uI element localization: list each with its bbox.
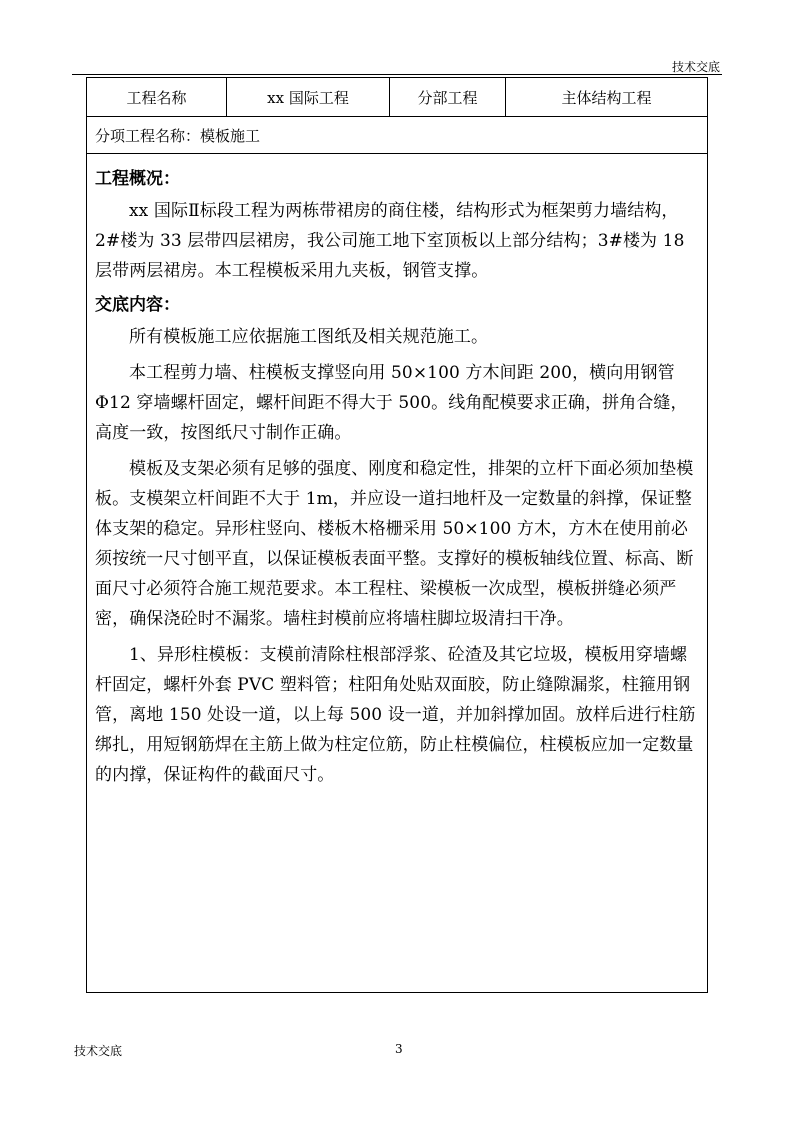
subitem-label: 分项工程名称： xyxy=(95,126,201,145)
subitem-value: 模板施工 xyxy=(200,126,261,145)
page-number: 3 xyxy=(395,1042,403,1056)
body-cell xyxy=(87,154,708,993)
footer-doc-type: 技术交底 xyxy=(74,1044,123,1058)
content-paragraph: 1、异形柱模板：支模前清除柱根部浮浆、砼渣及其它垃圾，模板用穿墙螺杆固定，螺杆外套 PVC 塑料管；柱阳角处贴双面胶，防止缝隙漏浆，柱箍用钢管，离地 150 处设一道，以上每 500 设一道，并加斜撑加固。放样后进行柱筋绑扎，用短钢筋焊在主筋上做为柱定位筋，防止柱模偏位，柱模板应加一定数量的内撑，保证构件的截面尺寸。 xyxy=(95,645,696,785)
project-name-value: xx 国际工程 xyxy=(227,78,390,117)
content-title: 交底内容： xyxy=(95,295,180,315)
overview-paragraph: xx 国际Ⅱ标段工程为两栋带裙房的商住楼，结构形式为框架剪力墙结构，2#楼为 33 层带四层裙房，我公司施工地下室顶板以上部分结构；3#楼为 18 层带两层裙房。本工程模板采用九夹板，钢管支撑。 xyxy=(95,201,685,281)
content-paragraph: 本工程剪力墙、柱模板支撑竖向用 50×100 方木间距 200，横向用钢管Φ12 穿墙螺杆固定，螺杆间距不得大于 500。线角配模要求正确，拼角合缝，高度一致，按图纸尺寸制作正确。 xyxy=(95,363,688,443)
content-paragraph: 所有模板施工应依据施工图纸及相关规范施工。 xyxy=(129,327,489,347)
content-paragraph: 模板及支架必须有足够的强度、刚度和稳定性，排架的立杆下面必须加垫模板。支模架立杆间距不大于 1m，并应设一道扫地杆及一定数量的斜撑，保证整体支架的稳定。异形柱竖向、楼板木格栅采用 50×100 方木，方木在使用前必须按统一尺寸刨平直，以保证模板表面平整。支撑好的模板轴线位置、标高、断面尺寸必须符合施工规范要求。本工程柱、梁模板一次成型，模板拼缝必须严密，确保浇砼时不漏浆。墙柱封模前应将墙柱脚垃圾清扫干净。 xyxy=(95,459,694,629)
info-row xyxy=(87,78,708,117)
subitem-row xyxy=(87,117,708,154)
body-row xyxy=(87,154,708,993)
header-divider xyxy=(72,74,722,75)
overview-title: 工程概况： xyxy=(95,169,180,189)
disclosure-table xyxy=(86,77,708,993)
division-label: 分部工程 xyxy=(390,78,506,117)
division-value: 主体结构工程 xyxy=(506,78,708,117)
subitem-cell xyxy=(87,117,708,154)
header-doc-type: 技术交底 xyxy=(671,60,720,74)
project-name-label: 工程名称 xyxy=(87,78,227,117)
